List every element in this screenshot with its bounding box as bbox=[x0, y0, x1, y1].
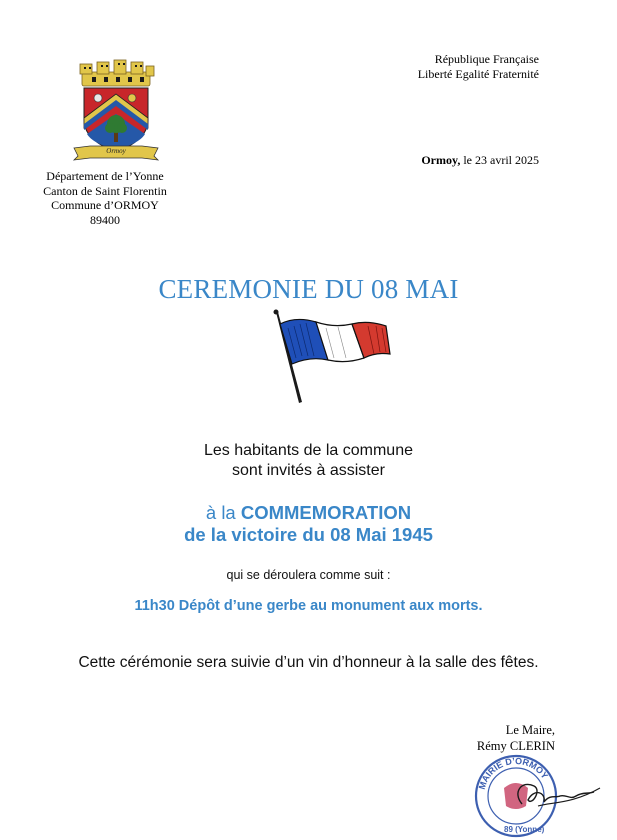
commune-line: Commune d’ORMOY bbox=[51, 198, 159, 212]
signatory-role: Le Maire, bbox=[505, 723, 555, 737]
reception-note: Cette cérémonie sera suivie d’un vin d’honneur à la salle des fêtes. bbox=[78, 654, 539, 671]
canton-line: Canton de Saint Florentin bbox=[43, 183, 167, 198]
official-stamp-icon bbox=[472, 752, 612, 840]
program-intro: qui se déroulera comme suit : bbox=[226, 568, 391, 582]
commemoration-heading bbox=[0, 502, 617, 546]
invitation-line-2: sont invités à assister bbox=[232, 462, 385, 479]
commemoration-line-2: de la victoire du 08 Mai 1945 bbox=[184, 524, 433, 545]
signature-block bbox=[477, 722, 555, 754]
postcode-line: 89400 bbox=[90, 212, 120, 227]
french-flag-icon bbox=[268, 308, 394, 404]
svg-text:MAIRIE D’ORMOY: MAIRIE D’ORMOY bbox=[476, 755, 551, 791]
program-item: 11h30 Dépôt d’une gerbe au monument aux morts. bbox=[134, 598, 483, 614]
commemoration-prefix: à la bbox=[205, 502, 241, 523]
commemoration-keyword: COMMEMORATION bbox=[240, 502, 412, 523]
invitation-text bbox=[0, 441, 617, 481]
crest-banner-text: Ormoy bbox=[106, 147, 126, 155]
invitation-line-1: Les habitants de la commune bbox=[203, 442, 413, 459]
dateline-place: Ormoy, bbox=[421, 153, 461, 167]
signatory-name: Rémy CLERIN bbox=[476, 739, 555, 753]
dateline-date: le 23 avril 2025 bbox=[463, 153, 539, 167]
republic-line: République Française bbox=[434, 52, 539, 66]
department-line: Département de l’Yonne bbox=[46, 169, 164, 183]
svg-text:89 (Yonne): 89 (Yonne) bbox=[504, 825, 545, 834]
page-title: CEREMONIE DU 08 MAI bbox=[158, 274, 459, 304]
department-block bbox=[38, 169, 172, 227]
dateline bbox=[421, 153, 539, 168]
motto-line: Liberté Egalité Fraternité bbox=[417, 67, 539, 81]
republic-header bbox=[418, 52, 539, 82]
